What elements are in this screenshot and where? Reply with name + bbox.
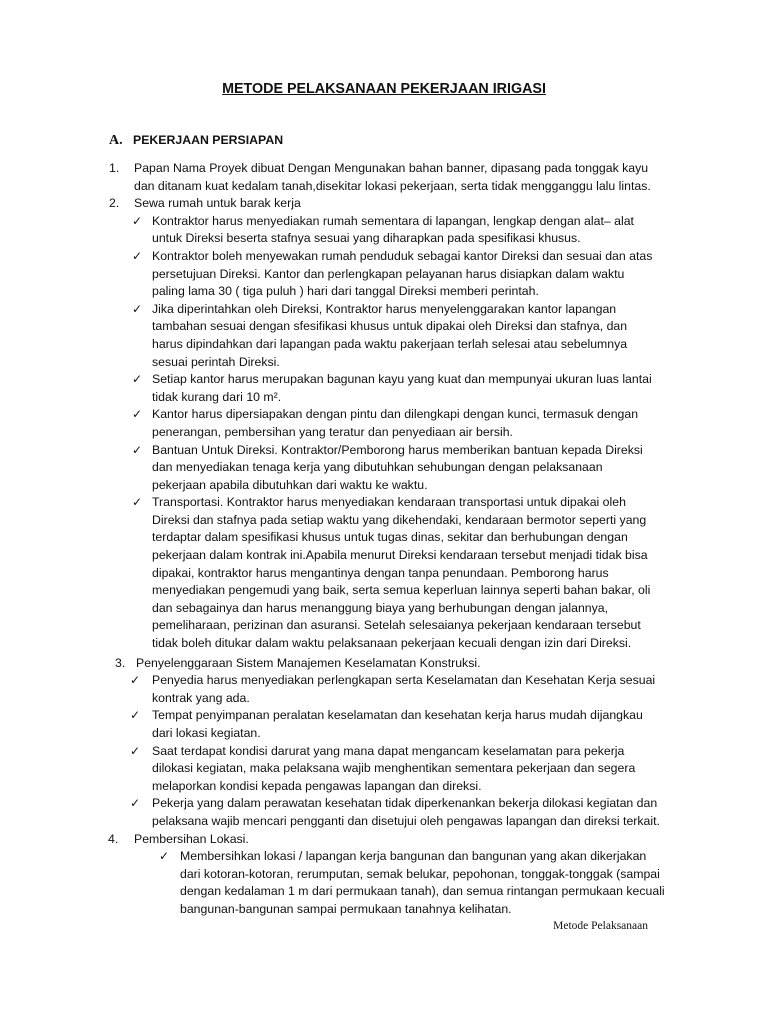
checklist-text: Kontraktor boleh menyewakan rumah penduduk sebagai kantor Direksi dan sesuai dan atas xyxy=(152,248,653,263)
checklist-text: sesuai perintah Direksi. xyxy=(152,354,280,369)
checkmark-icon: ✓ xyxy=(132,248,143,263)
checklist-item xyxy=(0,795,768,830)
checklist-text: Penyedia harus menyediakan perlengkapan serta Keselamatan dan Kesehatan Kerja sesuai xyxy=(152,673,656,688)
page-footer: Metode Pelaksanaan xyxy=(553,920,648,932)
checklist-line xyxy=(0,459,768,477)
checklist-line xyxy=(0,760,768,778)
list-item-text: Sewa rumah untuk barak kerja xyxy=(134,196,301,211)
checklist-line xyxy=(0,494,768,512)
list-item-text: dan ditanam kuat kedalam tanah,disekitar lokasi pekerjaan, serta tidak mengganggu lalu lintas. xyxy=(134,178,651,193)
checklist-text: dari lokasi kegiatan. xyxy=(152,726,261,740)
checklist-line xyxy=(0,901,768,919)
list-item-line xyxy=(0,655,768,673)
checkmark-icon: ✓ xyxy=(130,708,141,723)
checklist-line xyxy=(0,266,768,284)
checklist-text: dilokasi kegiatan, maka pelaksana wajib menghentikan sementara pekerjaan dan segera xyxy=(152,761,636,776)
list-number: 4. xyxy=(108,831,119,846)
checklist-text: Membersihkan lokasi / lapangan kerja bangunan dan bangunan yang akan dikerjakan xyxy=(180,849,647,864)
section-heading-text: PEKERJAAN PERSIAPAN xyxy=(133,133,284,147)
checklist-text: dipakai, kontraktor harus mengantinya dengan tanpa penundaan. Pemborong harus xyxy=(152,565,609,580)
checklist-text: Transportasi. Kontraktor harus menyediakan kendaraan transportasi untuk dipakai oleh xyxy=(152,495,626,510)
list-item-line xyxy=(0,831,768,849)
checklist-item xyxy=(0,213,768,248)
checklist-line xyxy=(0,230,768,248)
checklist-line xyxy=(0,672,768,690)
checklist-text: terdaptar dalam spesifikasi khusus untuk tugas dinas, sekitar dan berhubungan dengan xyxy=(152,530,628,545)
checklist-text: persetujuan Direksi. Kantor dan perlengkapan pelayanan harus disiapkan dalam waktu xyxy=(152,266,625,281)
section-a-heading xyxy=(109,132,283,150)
checklist-text: Jika diperintahkan oleh Direksi, Kontraktor harus menyelenggarakan kantor lapangan xyxy=(152,301,617,316)
checklist-line xyxy=(0,743,768,761)
checklist-text: Bantuan Untuk Direksi. Kontraktor/Pemborong harus memberikan bantuan kepada Direksi xyxy=(152,442,643,457)
checklist-text: dan menyediakan tenaga kerja yang dibutuhkan sehubungan dengan pelaksanaan xyxy=(152,460,603,475)
list-item xyxy=(0,160,768,195)
checklist-text: dari kotoran-kotoran, rerumputan, semak belukar, pepohonan, tonggak-tonggak (sampai xyxy=(180,866,660,881)
checklist-text: pekerjaan dalam kontrak ini.Apabila menurut Direksi kendaraan tersebut menjadi tidak bisa xyxy=(152,548,648,563)
checkmark-icon: ✓ xyxy=(132,407,143,422)
checkmark-icon: ✓ xyxy=(130,743,141,758)
list-number: 1. xyxy=(109,161,120,175)
checklist-line xyxy=(0,371,768,389)
checklist-item xyxy=(0,743,768,796)
list-item-line xyxy=(0,160,768,178)
checklist-line xyxy=(0,883,768,901)
checkmark-icon: ✓ xyxy=(130,673,141,688)
checklist-line xyxy=(0,707,768,725)
checkmark-icon: ✓ xyxy=(132,495,143,510)
list-number: 2. xyxy=(109,196,120,211)
checklist-item xyxy=(0,301,768,371)
checklist-item xyxy=(0,371,768,406)
checklist-line xyxy=(0,512,768,530)
checklist-text: Kontraktor harus menyediakan rumah sementara di lapangan, lengkap dengan alat– alat xyxy=(152,213,634,228)
checklist-line xyxy=(0,477,768,495)
checklist-text: harus dipindahkan dari lapangan pada waktu pakerjaan terlah selesai atau sebelumnya xyxy=(152,336,628,351)
checklist-line xyxy=(0,848,768,866)
list-item xyxy=(0,831,768,919)
checklist-line xyxy=(0,336,768,354)
checkmark-icon: ✓ xyxy=(132,442,143,457)
checklist-text: penerangan, pembersihan yang teratur dan penyediaan air bersih. xyxy=(152,424,513,439)
checklist-text: tidak kurang dari 10 m². xyxy=(152,389,282,404)
list-item-text: Pembersihan Lokasi. xyxy=(134,831,249,846)
checklist-item xyxy=(0,406,768,441)
checklist-text: dengan kedalaman 1 m dari permukaan tanah), dan semua rintangan permukaan kecuali xyxy=(180,884,665,899)
checklist-line xyxy=(0,406,768,424)
checkmark-icon: ✓ xyxy=(130,796,141,811)
checklist-item xyxy=(0,442,768,495)
checklist-text: Setiap kantor harus merupakan bagunan kayu yang kuat dan mempunyai ukuran luas lantai xyxy=(152,372,652,387)
checklist-text: dan sebagainya dan harus menanggung biaya yang berhubungan dengan jalannya, xyxy=(152,600,609,615)
checklist-line xyxy=(0,795,768,813)
section-letter: A. xyxy=(109,133,123,148)
list-item-line xyxy=(0,195,768,213)
checklist-line xyxy=(0,442,768,460)
checklist-line xyxy=(0,529,768,547)
document-body xyxy=(0,160,768,919)
list-item-text: Papan Nama Proyek dibuat Dengan Mengunakan bahan banner, dipasang pada tonggak kayu xyxy=(134,161,649,175)
checklist-line xyxy=(0,690,768,708)
checklist-line xyxy=(0,778,768,796)
checklist-line xyxy=(0,248,768,266)
checklist-item xyxy=(0,248,768,301)
checklist-item xyxy=(0,707,768,742)
checkmark-icon: ✓ xyxy=(159,849,170,864)
list-item xyxy=(0,655,768,831)
checklist-line xyxy=(0,424,768,442)
checklist-line xyxy=(0,866,768,884)
checkmark-icon: ✓ xyxy=(132,213,143,228)
list-item-line xyxy=(0,178,768,196)
checklist-text: pelaksana wajib mencari pengganti dan disetujui oleh pengawas lapangan dan direksi terkait. xyxy=(152,813,660,828)
checklist-text: Direksi dan stafnya pada setiap waktu yang dikehendaki, kendaraan bermotor seperti yang xyxy=(152,512,647,527)
checklist-text: kontrak yang ada. xyxy=(152,690,250,705)
checklist-line xyxy=(0,213,768,231)
checklist-text: melaporkan kondisi kepada pengawas lapangan dan direksi. xyxy=(152,778,482,793)
checklist-text: Pekerja yang dalam perawatan kesehatan tidak diperkenankan bekerja dilokasi kegiatan dan xyxy=(152,796,658,811)
list-item xyxy=(0,195,768,652)
checklist-line xyxy=(0,301,768,319)
checklist-text: menyediakan pengemudi yang baik, serta semua keperluan lainnya seperti bahan bakar, oli xyxy=(152,583,651,598)
checklist-text: bangunan-bangunan sampai permukaan tanahnya kelihatan. xyxy=(180,901,512,916)
checklist-line xyxy=(0,547,768,565)
checklist-line xyxy=(0,389,768,407)
checklist-text: Tempat penyimpanan peralatan keselamatan dan kesehatan kerja harus mudah dijangkau xyxy=(152,708,643,723)
checklist-line xyxy=(0,354,768,372)
checklist-line xyxy=(0,635,768,653)
checklist-line xyxy=(0,600,768,618)
checklist-line xyxy=(0,565,768,583)
list-number: 3. xyxy=(115,655,126,670)
checklist-text: pekerjaan apabila dibutuhkan dari waktu ke waktu. xyxy=(152,477,428,492)
checklist-line xyxy=(0,318,768,336)
checkmark-icon: ✓ xyxy=(132,301,143,316)
checklist-item xyxy=(0,494,768,652)
checklist-text: pemeliharaan, perizinan dan asuransi. Setelah selesaianya pekerjaan kendaraan tersebut xyxy=(152,618,641,633)
checklist-line xyxy=(0,813,768,831)
checklist-item xyxy=(0,672,768,707)
checklist-text: Kantor harus dipersiapakan dengan pintu dan dilengkapi dengan kunci, termasuk dengan xyxy=(152,407,639,422)
checklist-text: tidak boleh ditukar dalam waktu pelaksanaan pekerjaan kecuali dengan izin dari Direksi. xyxy=(152,636,632,651)
checkmark-icon: ✓ xyxy=(132,372,143,387)
checklist-line xyxy=(0,582,768,600)
document-title: METODE PELAKSANAAN PEKERJAAN IRIGASI xyxy=(222,81,546,97)
checklist-text: paling lama 30 ( tiga puluh ) hari dari tanggal Direksi memberi perintah. xyxy=(152,284,539,299)
checklist-item xyxy=(0,848,768,918)
checklist-text: untuk Direksi beserta stafnya sesuai yang diharapkan pada spesifikasi khusus. xyxy=(152,231,581,246)
checklist-text: Saat terdapat kondisi darurat yang mana dapat mengancam keselamatan para pekerja xyxy=(152,743,625,758)
checklist-text: tambahan sesuai dengan sfesifikasi khusus untuk dipakai oleh Direksi dan stafnya, dan xyxy=(152,319,628,334)
checklist-line xyxy=(0,283,768,301)
list-item-text: Penyelenggaraan Sistem Manajemen Keselamatan Konstruksi. xyxy=(136,655,481,670)
checklist-line xyxy=(0,725,768,743)
checklist-line xyxy=(0,617,768,635)
